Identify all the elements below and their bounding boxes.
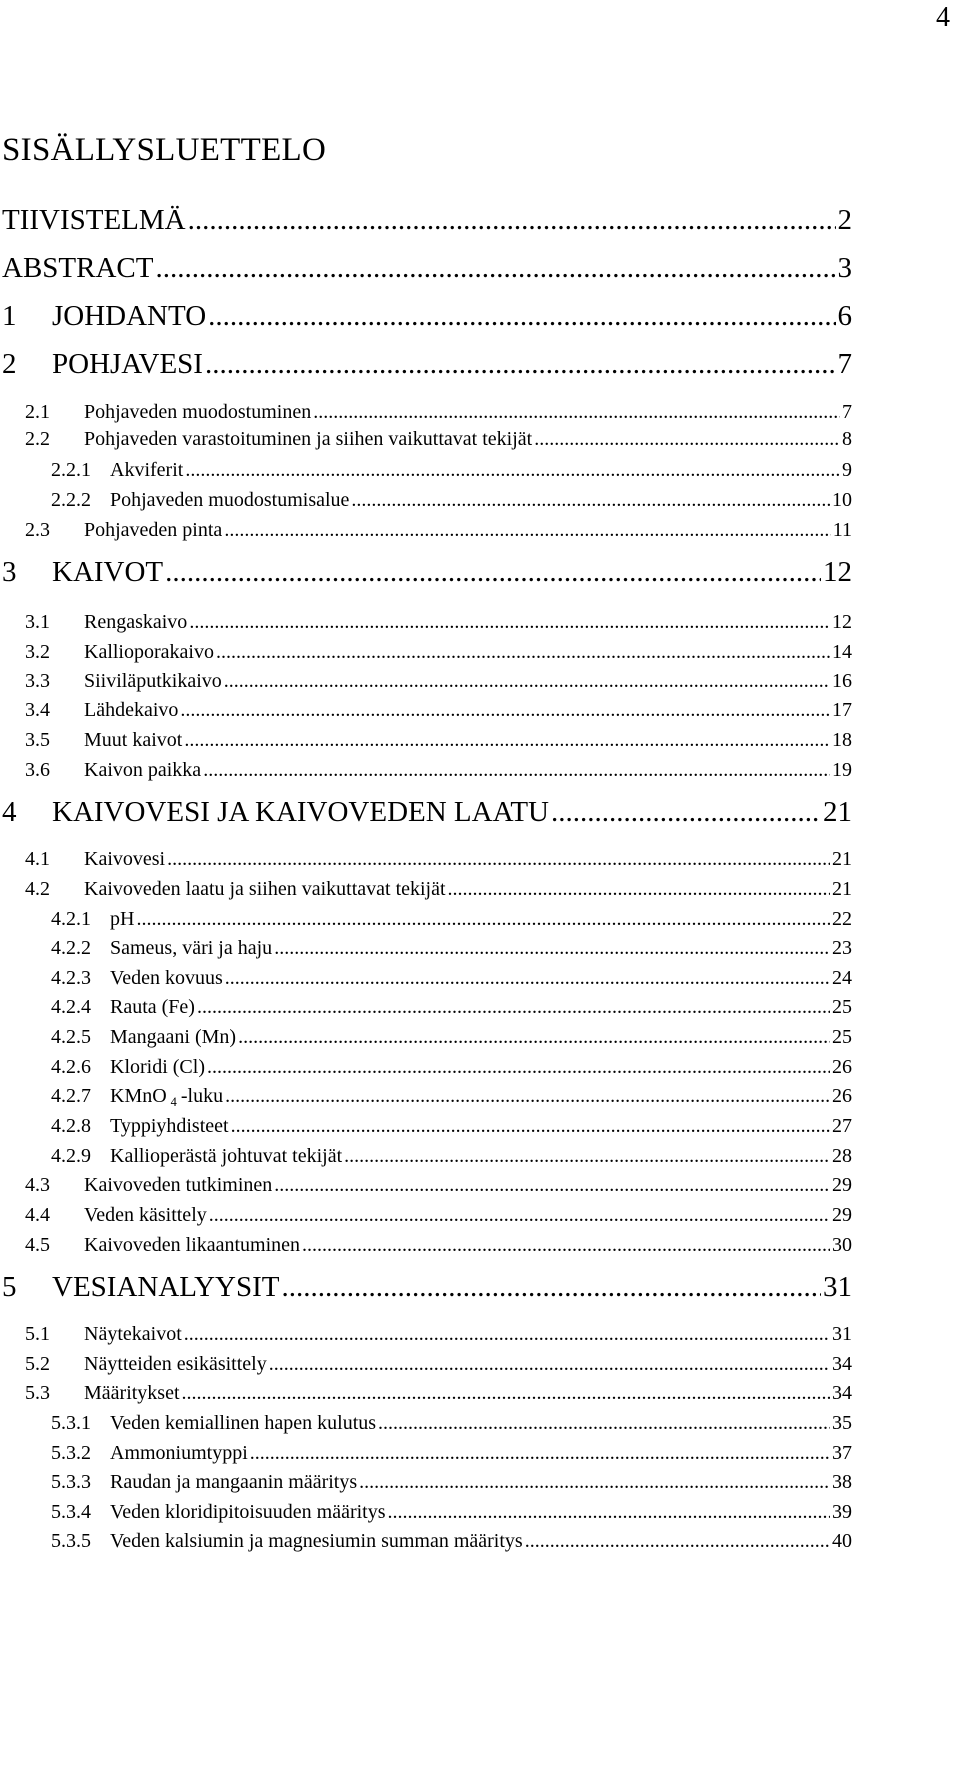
toc-entry-page: 35 xyxy=(832,1412,852,1434)
dot-leader xyxy=(225,967,830,990)
toc-entry[interactable] xyxy=(25,1323,852,1346)
toc-entry-title: KAIVOVESI JA KAIVOVEDEN LAATU xyxy=(52,796,549,828)
toc-entry-number: 2.2 xyxy=(25,428,50,450)
toc-entry[interactable] xyxy=(25,878,852,901)
toc-entry-number: 2.3 xyxy=(25,519,50,541)
dot-leader xyxy=(281,1271,821,1304)
toc-entry-page: 40 xyxy=(832,1530,852,1552)
toc-entry-title: Veden kalsiumin ja magnesiumin summan määritys xyxy=(110,1530,523,1552)
dot-leader xyxy=(167,848,830,871)
dot-leader xyxy=(182,1382,830,1405)
toc-entry[interactable] xyxy=(25,1234,852,1257)
toc-entry-number: 2 xyxy=(2,348,17,380)
toc-entry[interactable] xyxy=(25,519,852,542)
toc-entry-page: 27 xyxy=(832,1115,852,1137)
toc-entry-page: 21 xyxy=(823,796,852,828)
toc-entry[interactable] xyxy=(2,204,852,237)
dot-leader xyxy=(180,699,830,722)
dot-leader xyxy=(184,729,830,752)
toc-entry-number: 5.3.5 xyxy=(51,1530,91,1552)
dot-leader xyxy=(448,878,830,901)
dot-leader xyxy=(302,1234,830,1257)
toc-entry-page: 31 xyxy=(832,1323,852,1345)
dot-leader xyxy=(203,759,830,782)
toc-entry-page: 28 xyxy=(832,1145,852,1167)
toc-entry-number: 4.2.1 xyxy=(51,908,91,930)
toc-entry-title: KMnO xyxy=(110,1085,167,1107)
dot-leader xyxy=(188,204,836,237)
toc-entry-number: 4.1 xyxy=(25,848,50,870)
dot-leader xyxy=(205,348,836,381)
dot-leader xyxy=(184,1323,830,1346)
toc-entry-title: Kaivon paikka xyxy=(84,759,202,781)
dot-leader xyxy=(238,1026,830,1049)
toc-entry[interactable] xyxy=(25,428,852,451)
toc-entry-number: 2.2.2 xyxy=(51,489,91,511)
toc-entry-page: 26 xyxy=(832,1056,852,1078)
toc-entry[interactable] xyxy=(25,699,852,722)
dot-leader xyxy=(351,489,830,512)
toc-entry-page: 30 xyxy=(832,1234,852,1256)
toc-entry-page: 3 xyxy=(837,252,852,284)
toc-entry-page: 2 xyxy=(837,204,852,236)
toc-entry-title: Veden kloridipitoisuuden määritys xyxy=(110,1501,386,1523)
toc-entry[interactable] xyxy=(25,848,852,871)
toc-entry[interactable] xyxy=(2,348,852,381)
toc-entry[interactable] xyxy=(51,1412,852,1435)
toc-entry-title: Rauta (Fe) xyxy=(110,996,195,1018)
toc-entry-title: Rengaskaivo xyxy=(84,611,188,633)
toc-entry-title: Muut kaivot xyxy=(84,729,183,751)
toc-entry-title: VESIANALYYSIT xyxy=(52,1271,280,1303)
toc-entry-number: 5.3.3 xyxy=(51,1471,91,1493)
toc-entry-page: 29 xyxy=(832,1174,852,1196)
toc-entry-number: 5.3.1 xyxy=(51,1412,91,1434)
toc-entry-page: 34 xyxy=(832,1353,852,1375)
toc-entry-number: 4.5 xyxy=(25,1234,50,1256)
toc-entry[interactable] xyxy=(51,1085,852,1108)
toc-entry-title: TIIVISTELMÄ xyxy=(2,204,186,236)
toc-entry-page: 34 xyxy=(832,1382,852,1404)
toc-entry-page: 29 xyxy=(832,1204,852,1226)
toc-entry-number: 2.2.1 xyxy=(51,459,91,481)
toc-entry-number: 4 xyxy=(2,796,17,828)
dot-leader xyxy=(225,1085,830,1108)
toc-entry-title: Kaivoveden tutkiminen xyxy=(84,1174,273,1196)
toc-entry-page: 16 xyxy=(832,670,852,692)
dot-leader xyxy=(224,670,830,693)
toc-entry-page: 31 xyxy=(823,1271,852,1303)
toc-entry[interactable] xyxy=(25,1174,852,1197)
toc-entry[interactable] xyxy=(51,459,852,482)
toc-entry[interactable] xyxy=(25,641,852,664)
toc-entry-title: Pohjaveden muodostumisalue xyxy=(110,489,350,511)
toc-entry-number: 4.2 xyxy=(25,878,50,900)
toc-entry[interactable] xyxy=(51,1442,852,1465)
toc-entry-page: 11 xyxy=(832,519,852,541)
page-title: SISÄLLYSLUETTELO xyxy=(2,132,327,168)
toc-entry[interactable] xyxy=(25,401,852,424)
toc-entry-title: Kaivovesi xyxy=(84,848,166,870)
toc-entry[interactable] xyxy=(25,670,852,693)
toc-entry-title: KAIVOT xyxy=(52,556,164,588)
toc-entry-number: 5.3 xyxy=(25,1382,50,1404)
toc-entry-number: 4.2.7 xyxy=(51,1085,91,1107)
dot-leader xyxy=(378,1412,830,1435)
toc-entry[interactable] xyxy=(2,796,852,829)
toc-entry-page: 37 xyxy=(832,1442,852,1464)
toc-entry-title: Typpiyhdisteet xyxy=(110,1115,229,1137)
toc-entry-number: 4.2.5 xyxy=(51,1026,91,1048)
toc-entry-title: POHJAVESI xyxy=(52,348,203,380)
dot-leader xyxy=(525,1530,830,1553)
toc-entry[interactable] xyxy=(2,556,852,589)
dot-leader xyxy=(216,641,830,664)
toc-entry-number: 4.3 xyxy=(25,1174,50,1196)
toc-entry-number: 5.2 xyxy=(25,1353,50,1375)
toc-entry[interactable] xyxy=(25,1382,852,1405)
toc-entry-page: 21 xyxy=(832,878,852,900)
toc-entry-title: Pohjaveden muodostuminen xyxy=(84,401,312,423)
toc-entry-number: 4.2.4 xyxy=(51,996,91,1018)
toc-entry-title: Veden käsittely xyxy=(84,1204,207,1226)
toc-entry-page: 24 xyxy=(832,967,852,989)
toc-entry-number: 4.2.2 xyxy=(51,937,91,959)
toc-entry-title: Pohjaveden pinta xyxy=(84,519,223,541)
toc-entry-page: 14 xyxy=(832,641,852,663)
toc-entry[interactable] xyxy=(51,1471,852,1494)
toc-entry[interactable] xyxy=(25,1204,852,1227)
toc-entry-title: Näytteiden esikäsittely xyxy=(84,1353,267,1375)
toc-entry-title: Siiviläputkikaivo xyxy=(84,670,222,692)
toc-entry-page: 12 xyxy=(832,611,852,633)
toc-entry-page: 7 xyxy=(842,401,852,423)
toc-entry-page: 17 xyxy=(832,699,852,721)
dot-leader xyxy=(155,252,835,285)
toc-entry[interactable] xyxy=(51,967,852,990)
dot-leader xyxy=(207,1056,830,1079)
toc-entry[interactable] xyxy=(2,1271,852,1304)
toc-entry[interactable] xyxy=(2,300,852,333)
toc-entry-page: 8 xyxy=(842,428,852,450)
toc-entry-page: 10 xyxy=(832,489,852,511)
toc-entry-title: Mangaani (Mn) xyxy=(110,1026,237,1048)
toc-entry[interactable] xyxy=(51,489,852,512)
toc-entry-title: Määritykset xyxy=(84,1382,180,1404)
toc-entry-number: 3.5 xyxy=(25,729,50,751)
toc-entry[interactable] xyxy=(25,1353,852,1376)
toc-entry-number: 4.2.8 xyxy=(51,1115,91,1137)
dot-leader xyxy=(274,1174,830,1197)
dot-leader xyxy=(274,937,830,960)
toc-entry[interactable] xyxy=(25,611,852,634)
toc-entry[interactable] xyxy=(25,759,852,782)
dot-leader xyxy=(344,1145,830,1168)
toc-entry-title: Akviferit xyxy=(110,459,184,481)
dot-leader xyxy=(388,1501,830,1524)
dot-leader xyxy=(208,300,835,333)
toc-entry-page: 18 xyxy=(832,729,852,751)
toc-entry-page: 38 xyxy=(832,1471,852,1493)
toc-entry-title: Kallioperästä johtuvat tekijät xyxy=(110,1145,343,1167)
page-number: 4 xyxy=(936,2,950,33)
toc-entry-number: 2.1 xyxy=(25,401,50,423)
toc-entry-title: Ammoniumtyppi xyxy=(110,1442,248,1464)
toc-entry[interactable] xyxy=(51,1501,852,1524)
dot-leader xyxy=(313,401,840,424)
toc-entry[interactable] xyxy=(51,1530,852,1553)
toc-entry-page: 9 xyxy=(842,459,852,481)
dot-leader xyxy=(185,459,840,482)
toc-entry-page: 19 xyxy=(832,759,852,781)
toc-entry-number: 4.2.6 xyxy=(51,1056,91,1078)
toc-entry-title: JOHDANTO xyxy=(52,300,207,332)
toc-entry-title-suffix: -luku xyxy=(180,1085,224,1107)
dot-leader xyxy=(250,1442,830,1465)
toc-entry-number: 1 xyxy=(2,300,17,332)
toc-entry[interactable] xyxy=(2,252,852,285)
toc-entry-page: 6 xyxy=(837,300,852,332)
toc-entry-subscript: 4 xyxy=(170,1095,177,1110)
toc-entry-number: 3 xyxy=(2,556,17,588)
toc-entry-number: 4.4 xyxy=(25,1204,50,1226)
toc-entry-page: 21 xyxy=(832,848,852,870)
dot-leader xyxy=(209,1204,830,1227)
toc-entry-page: 7 xyxy=(837,348,852,380)
toc-entry-number: 3.1 xyxy=(25,611,50,633)
toc-entry[interactable] xyxy=(51,996,852,1019)
dot-leader xyxy=(231,1115,830,1138)
toc-entry-title: Raudan ja mangaanin määritys xyxy=(110,1471,358,1493)
toc-entry[interactable] xyxy=(25,729,852,752)
toc-entry-page: 22 xyxy=(832,908,852,930)
toc-entry-number: 5.1 xyxy=(25,1323,50,1345)
toc-entry[interactable] xyxy=(51,1026,852,1049)
toc-entry-title: Kaivoveden laatu ja siihen vaikuttavat tekijät xyxy=(84,878,446,900)
toc-entry-title: Sameus, väri ja haju xyxy=(110,937,273,959)
toc-entry-title: Pohjaveden varastoituminen ja siihen vaikuttavat tekijät xyxy=(84,428,533,450)
toc-entry[interactable] xyxy=(51,937,852,960)
toc-entry-title: Veden kemiallinen hapen kulutus xyxy=(110,1412,377,1434)
toc-entry[interactable] xyxy=(51,1115,852,1138)
toc-entry-title: Veden kovuus xyxy=(110,967,223,989)
toc-entry-page: 25 xyxy=(832,996,852,1018)
toc-entry-number: 4.2.3 xyxy=(51,967,91,989)
dot-leader xyxy=(224,519,830,542)
toc-entry-number: 5.3.4 xyxy=(51,1501,91,1523)
toc-entry-title: Näytekaivot xyxy=(84,1323,182,1345)
dot-leader xyxy=(165,556,821,589)
toc-entry-page: 12 xyxy=(823,556,852,588)
toc-entry-number: 5.3.2 xyxy=(51,1442,91,1464)
toc-entry-page: 23 xyxy=(832,937,852,959)
toc-entry[interactable] xyxy=(51,1056,852,1079)
dot-leader xyxy=(551,796,821,829)
dot-leader xyxy=(189,611,830,634)
toc-entry-number: 5 xyxy=(2,1271,17,1303)
toc-entry-number: 3.6 xyxy=(25,759,50,781)
dot-leader xyxy=(136,908,830,931)
dot-leader xyxy=(197,996,830,1019)
toc-entry[interactable] xyxy=(51,908,852,931)
toc-entry-title: pH xyxy=(110,908,135,930)
toc-entry-page: 25 xyxy=(832,1026,852,1048)
toc-entry-number: 3.2 xyxy=(25,641,50,663)
toc-entry-page: 39 xyxy=(832,1501,852,1523)
toc-entry-number: 3.4 xyxy=(25,699,50,721)
toc-entry-title: Kallioporakaivo xyxy=(84,641,214,663)
toc-entry-title: ABSTRACT xyxy=(2,252,154,284)
dot-leader xyxy=(534,428,840,451)
dot-leader xyxy=(359,1471,830,1494)
toc-entry-title: Kaivoveden likaantuminen xyxy=(84,1234,301,1256)
toc-entry-title: Lähdekaivo xyxy=(84,699,179,721)
toc-entry-title: Kloridi (Cl) xyxy=(110,1056,205,1078)
toc-entry-number: 4.2.9 xyxy=(51,1145,91,1167)
dot-leader xyxy=(269,1353,830,1376)
toc-entry-number: 3.3 xyxy=(25,670,50,692)
toc-entry-page: 26 xyxy=(832,1085,852,1107)
toc-entry[interactable] xyxy=(51,1145,852,1168)
